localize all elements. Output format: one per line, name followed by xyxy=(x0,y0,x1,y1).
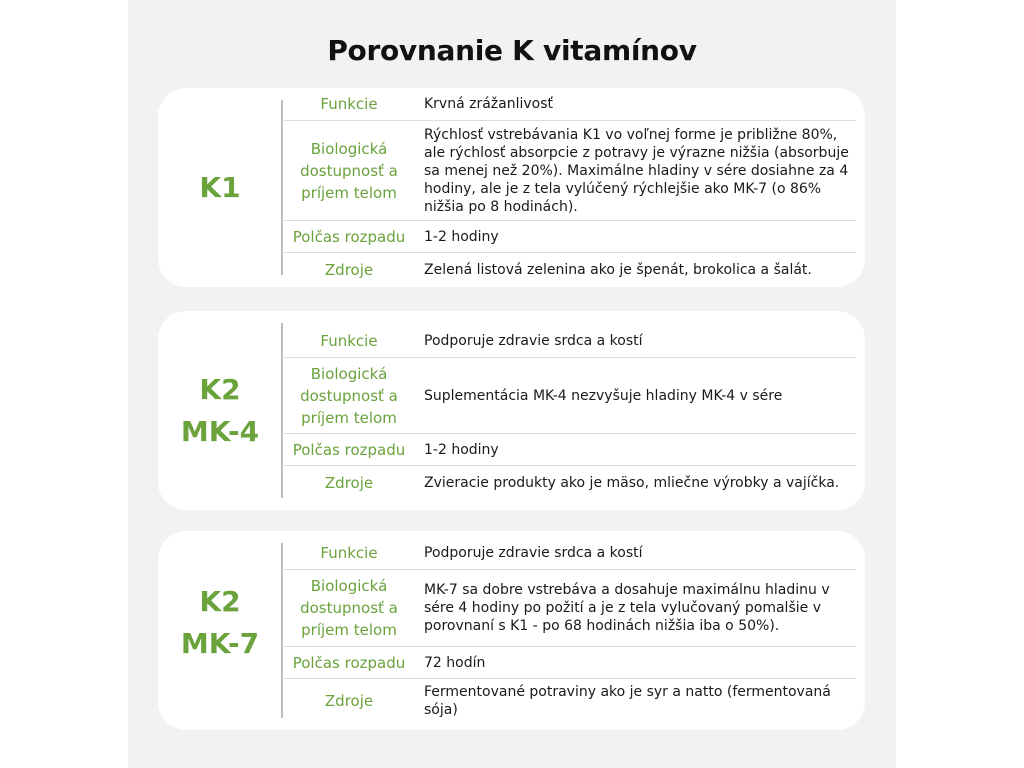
row-value: Zelená listová zelenina ako je špenát, brokolica a šalát. xyxy=(424,262,812,278)
card-label xyxy=(158,167,282,209)
card-label-line: K2 xyxy=(199,373,241,406)
row-zdroje xyxy=(282,466,856,500)
row-value: Suplementácia MK-4 nezvyšuje hladiny MK-4 v sére xyxy=(424,387,783,404)
row-biologicka-dostupnost xyxy=(282,358,856,434)
row-value: Podporuje zdravie srdca a kostí xyxy=(424,545,643,561)
row-biologicka-dostupnost xyxy=(282,570,856,647)
row-label: Funkcie xyxy=(320,544,378,562)
row-value: MK-7 sa dobre vstrebáva a dosahuje maximálnu hladinu v sére 4 hodiny po požití a je z tela vylučovaný pomalšie v porovnaní s K1 - po 68 hodinách nižšia iba o 50%). xyxy=(424,582,830,634)
row-label: Polčas rozpadu xyxy=(292,440,406,459)
row-label: Biologická dostupnosť a príjem telom xyxy=(300,364,398,427)
page-title: Porovnanie K vitamínov xyxy=(327,34,697,67)
row-value: Krvná zrážanlivosť xyxy=(424,96,554,112)
row-polcas-rozpadu xyxy=(282,434,856,466)
row-value: Podporuje zdravie srdca a kostí xyxy=(424,333,643,349)
card-label xyxy=(158,581,282,665)
row-value: 1-2 hodiny xyxy=(424,228,499,245)
row-value: 72 hodín xyxy=(424,654,486,671)
row-polcas-rozpadu xyxy=(282,647,856,679)
row-label: Zdroje xyxy=(324,474,374,492)
row-label: Funkcie xyxy=(320,332,378,350)
row-label: Zdroje xyxy=(324,692,374,710)
row-funkcie xyxy=(282,325,856,358)
row-biologicka-dostupnost xyxy=(282,121,856,221)
row-label: Zdroje xyxy=(324,261,374,279)
row-zdroje xyxy=(282,253,856,287)
row-value: Zvieracie produkty ako je mäso, mliečne výrobky a vajíčka. xyxy=(424,475,840,491)
row-funkcie xyxy=(282,88,856,121)
row-value: Rýchlosť vstrebávania K1 vo voľnej forme je približne 80%, ale rýchlosť absorpcie z potravy je výrazne nižšia (absorbuje sa menej než 20%). Maximálne hladiny v sére dosiahne za 4 hodiny, ale je z tela vylúčený rýchlejšie ako MK-7 (o 86% nižšia po 8 hodinách). xyxy=(424,126,849,215)
row-funkcie xyxy=(282,537,856,570)
row-value: Fermentované potraviny ako je syr a natto (fermentovaná sója) xyxy=(424,684,831,718)
card-label-line: K1 xyxy=(199,171,241,204)
row-label: Biologická dostupnosť a príjem telom xyxy=(300,139,398,202)
card-label xyxy=(158,369,282,453)
vitamin-card-k2-mk7 xyxy=(158,531,865,730)
row-label: Polčas rozpadu xyxy=(292,653,406,672)
card-label-line: MK-7 xyxy=(180,627,260,660)
row-polcas-rozpadu xyxy=(282,221,856,253)
card-label-line: MK-4 xyxy=(180,415,260,448)
comparison-panel xyxy=(128,0,896,768)
card-label-line: K2 xyxy=(199,585,241,618)
row-value: 1-2 hodiny xyxy=(424,441,499,458)
row-label: Funkcie xyxy=(320,95,378,113)
vitamin-card-k2-mk4 xyxy=(158,311,865,510)
row-label: Polčas rozpadu xyxy=(292,227,406,246)
row-zdroje xyxy=(282,679,856,723)
vitamin-card-k1 xyxy=(158,88,865,287)
row-label: Biologická dostupnosť a príjem telom xyxy=(300,577,398,639)
